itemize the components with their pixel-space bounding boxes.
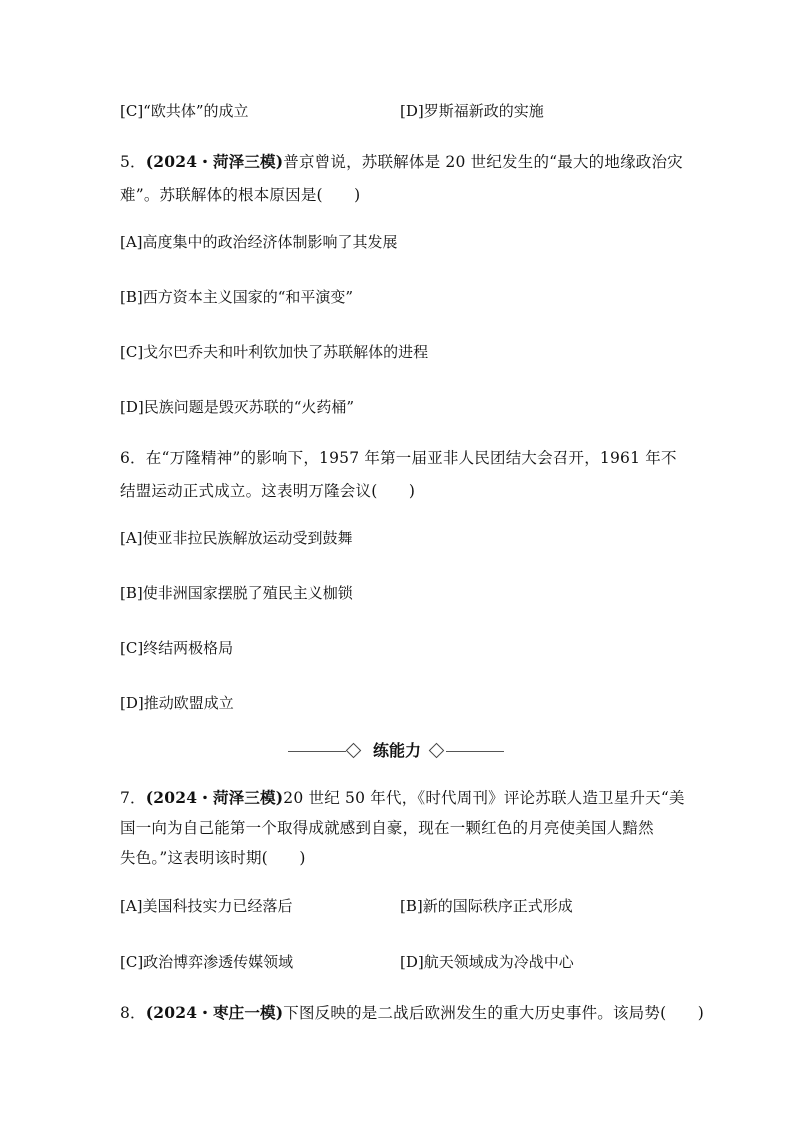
- q6-number: 6．: [120, 449, 146, 467]
- diamond-right-icon: [429, 743, 445, 759]
- q7-option-b[interactable]: [B]新的国际秩序正式形成: [400, 897, 573, 915]
- q5-stem-line2: 难”。苏联解体的根本原因是( ): [120, 186, 361, 204]
- q6-stem-line1: [120, 448, 677, 468]
- q5-option-a[interactable]: [A]高度集中的政治经济体制影响了其发展: [120, 233, 398, 251]
- q8-stem-text1: 下图反映的是二战后欧洲发生的重大历史事件。该局势( ): [283, 1004, 704, 1022]
- q5-option-b[interactable]: [B]西方资本主义国家的“和平演变”: [120, 288, 354, 306]
- q7-option-a[interactable]: [A]美国科技实力已经落后: [120, 897, 293, 915]
- q5-stem-line1: [120, 152, 683, 172]
- q5-option-c[interactable]: [C]戈尔巴乔夫和叶利钦加快了苏联解体的进程: [120, 343, 429, 361]
- q8-stem-line1: [120, 1003, 704, 1023]
- q5-option-d[interactable]: [D]民族问题是毁灭苏联的“火药桶”: [120, 398, 355, 416]
- q6-stem-text1: 在“万隆精神”的影响下，1957 年第一届亚非人民团结大会召开，1961 年不: [145, 449, 677, 467]
- q7-stem-line3: 失色。”这表明该时期( ): [120, 849, 306, 867]
- q6-option-b[interactable]: [B]使非洲国家摆脱了殖民主义枷锁: [120, 584, 353, 602]
- q8-number: 8．: [120, 1004, 146, 1022]
- diamond-left-icon: [346, 743, 362, 759]
- q6-stem-line2: 结盟运动正式成立。这表明万隆会议( ): [120, 482, 416, 500]
- section-rule-right: [446, 751, 504, 752]
- q7-stem-line1: [120, 788, 685, 808]
- q7-option-c[interactable]: [C]政治博弈渗透传媒领域: [120, 953, 294, 971]
- q7-stem-text1: 20 世纪 50 年代，《时代周刊》评论苏联人造卫星升天“美: [283, 789, 685, 807]
- section-title: 练能力: [372, 741, 421, 760]
- q7-option-d[interactable]: [D]航天领域成为冷战中心: [400, 953, 574, 971]
- q7-stem-line2: 国一向为自己能第一个取得成就感到自豪，现在一颗红色的月亮使美国人黯然: [120, 819, 654, 837]
- q6-option-c[interactable]: [C]终结两极格局: [120, 639, 234, 657]
- section-header: [288, 740, 504, 762]
- q4-option-d[interactable]: [D]罗斯福新政的实施: [400, 102, 544, 120]
- q7-source: (2024・菏泽三模): [145, 788, 284, 807]
- q6-option-a[interactable]: [A]使亚非拉民族解放运动受到鼓舞: [120, 529, 353, 547]
- q5-number: 5．: [120, 153, 146, 171]
- q8-source: (2024・枣庄一模): [145, 1003, 284, 1022]
- q5-stem-text1: 普京曾说，苏联解体是 20 世纪发生的“最大的地缘政治灾: [283, 153, 683, 171]
- q5-source: (2024・菏泽三模): [145, 152, 284, 171]
- q7-number: 7．: [120, 789, 146, 807]
- section-rule-left: [288, 751, 346, 752]
- q4-option-c[interactable]: [C]“欧共体”的成立: [120, 102, 249, 120]
- q6-option-d[interactable]: [D]推动欧盟成立: [120, 694, 234, 712]
